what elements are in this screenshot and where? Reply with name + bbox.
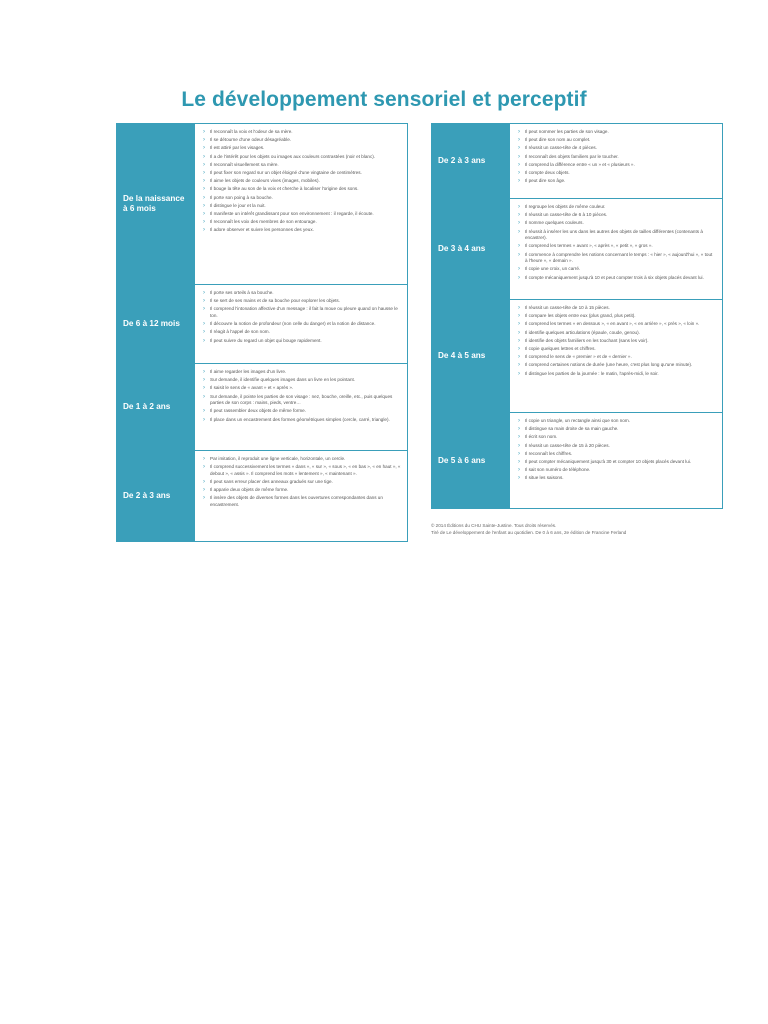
milestone-item: › Il peut suivre du regard un objet qui bouge rapidement.	[203, 338, 401, 345]
milestone-item: › Il aime les objets de couleurs vives (images, mobiles).	[203, 178, 401, 185]
left-column	[116, 123, 408, 542]
milestone-item: › Il compte mécaniquement jusqu'à 10 et peut compter trois à six objets placés devant lui.	[518, 275, 716, 282]
milestone-item: › Il réussit un casse-tête de 6 à 10 pièces.	[518, 212, 716, 219]
milestone-item: › Il distingue les parties de la journée : le matin, l'après-midi, le soir.	[518, 371, 716, 378]
stage-row	[116, 123, 408, 285]
milestone-item: › Il porte son poing à sa bouche.	[203, 195, 401, 202]
milestone-item: › Il reconnaît la voix et l'odeur de sa mère.	[203, 129, 401, 136]
milestone-item: › Il comprend l'intonation affective d'un message : il fait la moue ou pleure quand on hausse le ton.	[203, 306, 401, 319]
footer	[431, 523, 731, 536]
milestone-list	[510, 413, 722, 508]
milestone-item: › Il identifie des objets familiers en les touchant (sans les voir).	[518, 338, 716, 345]
milestone-list	[510, 124, 722, 198]
milestone-item: › Il réussit un casse-tête de 10 à 15 pièces.	[518, 305, 716, 312]
age-label: De 1 à 2 ans	[117, 364, 195, 450]
milestone-item: › Il commence à comprendre les notions concernant le temps : « hier », « aujourd'hui », « tout à l'heure », « demain ».	[518, 252, 716, 265]
milestone-list	[195, 285, 407, 363]
milestone-item: › Il a de l'intérêt pour les objets ou images aux couleurs contrastées (noir et blanc).	[203, 154, 401, 161]
milestone-item: › Il insère des objets de diverses formes dans les ouvertures correspondantes dans un encastrement.	[203, 495, 401, 508]
milestone-list	[195, 364, 407, 450]
milestone-item: › Il réussit un casse-tête de 4 pièces.	[518, 145, 716, 152]
milestone-item: › Il compte deux objets.	[518, 170, 716, 177]
milestone-item: › Sur demande, il identifie quelques images dans un livre en les pointant.	[203, 377, 401, 384]
milestone-item: › Il copie quelques lettres et chiffres.	[518, 346, 716, 353]
milestone-item: › Il regroupe les objets de même couleur.	[518, 204, 716, 211]
milestone-item: › Il identifie quelques articulations (épaule, coude, genou).	[518, 330, 716, 337]
milestone-item: › Il est attiré par les visages.	[203, 145, 401, 152]
milestone-item: › Il comprend successivement les termes « dans », « sur », « sous », « en bas », « en haut », « debout », « assis ». Il comprend les mots « lentement », « maintenant ».	[203, 464, 401, 477]
milestone-item: › Il aime regarder les images d'un livre.	[203, 369, 401, 376]
milestone-list	[510, 199, 722, 299]
stage-row	[116, 285, 408, 364]
milestone-item: › Il compare les objets entre eux (plus grand, plus petit).	[518, 313, 716, 320]
age-label: De 2 à 3 ans	[432, 124, 510, 198]
stage-row	[431, 300, 723, 413]
milestone-item: › Il se sert de ses mains et de sa bouche pour explorer les objets.	[203, 298, 401, 305]
milestone-item: › Il comprend certaines notions de durée (une heure, c'est plus long qu'une minute).	[518, 362, 716, 369]
stage-row	[116, 364, 408, 451]
stage-row	[116, 451, 408, 542]
milestone-item: › Il porte ses orteils à sa bouche.	[203, 290, 401, 297]
page-title: Le développement sensoriel et perceptif	[181, 88, 587, 111]
milestone-item: › Il réussit à insérer les uns dans les autres des objets de tailles différentes (contenants à encastrer).	[518, 229, 716, 242]
milestone-item: › Il peut fixer son regard sur un objet éloigné d'une vingtaine de centimètres.	[203, 170, 401, 177]
milestone-item: › Il peut rassembler deux objets de même forme.	[203, 408, 401, 415]
milestone-item: › Il reconnaît les voix des membres de son entourage.	[203, 219, 401, 226]
milestone-item: › Il peut dire son nom au complet.	[518, 137, 716, 144]
milestone-item: › Il reconnaît les chiffres.	[518, 451, 716, 458]
milestone-item: › Il saisit le sens de « avant » et « après ».	[203, 385, 401, 392]
milestone-item: › Il peut compter mécaniquement jusqu'à 30 et compter 10 objets placés devant lui.	[518, 459, 716, 466]
milestone-item: › Il reconnaît des objets familiers par le toucher.	[518, 154, 716, 161]
right-column	[431, 123, 723, 509]
age-label: De 6 à 12 mois	[117, 285, 195, 363]
milestone-item: › Il comprend les termes « avant », « après », « petit », « gros ».	[518, 243, 716, 250]
milestone-item: › Il réussit un casse-tête de 15 à 20 pièces.	[518, 443, 716, 450]
stage-row	[431, 123, 723, 199]
age-label: De 5 à 6 ans	[432, 413, 510, 508]
milestone-item: › Il comprend le sens de « premier » et de « dernier ».	[518, 354, 716, 361]
milestone-item: › Il peut sans erreur placer des anneaux gradués sur une tige.	[203, 479, 401, 486]
age-label: De 4 à 5 ans	[432, 300, 510, 412]
milestone-item: › Il bouge la tête au son de la voix et cherche à localiser l'origine des sons.	[203, 186, 401, 193]
milestone-item: › Il reconnaît visuellement sa mère.	[203, 162, 401, 169]
milestone-item: › Par imitation, il reproduit une ligne verticale, horizontale, un cercle.	[203, 456, 401, 463]
milestone-item: › Il nomme quelques couleurs.	[518, 220, 716, 227]
milestone-item: › Il réagit à l'appel de son nom.	[203, 329, 401, 336]
milestone-item: › Sur demande, il pointe les parties de son visage : nez, bouche, oreille, etc., puis quelques parties de son corps : mains, pieds, ventre…	[203, 394, 401, 407]
milestone-item: › Il découvre la notion de profondeur (non celle du danger) et la notion de distance.	[203, 321, 401, 328]
milestone-list	[195, 124, 407, 284]
milestone-item: › Il adore observer et suivre les personnes des yeux.	[203, 227, 401, 234]
milestone-item: › Il place dans un encastrement des formes géométriques simples (cercle, carré, triangle).	[203, 417, 401, 424]
milestone-item: › Il copie un triangle, un rectangle ainsi que son nom.	[518, 418, 716, 425]
age-label: De la naissance à 6 mois	[117, 124, 195, 284]
milestone-item: › Il comprend la différence entre « un » et « plusieurs ».	[518, 162, 716, 169]
milestone-list	[195, 451, 407, 541]
source-text: Tiré de Le développement de l'enfant au quotidien. De 0 à 6 ans, 2e édition de Francine Ferland	[431, 529, 627, 535]
milestone-item: › Il se détourne d'une odeur désagréable.	[203, 137, 401, 144]
milestone-item: › Il distingue le jour et la nuit.	[203, 203, 401, 210]
milestone-item: › Il distingue sa main droite de sa main gauche.	[518, 426, 716, 433]
copyright-text: © 2014 Éditions du CHU Sainte-Justine. Tous droits réservés.	[431, 523, 557, 528]
milestone-item: › Il sait son numéro de téléphone.	[518, 467, 716, 474]
milestone-item: › Il manifeste un intérêt grandissant pour son environnement : il regarde, il écoute.	[203, 211, 401, 218]
milestone-item: › Il copie une croix, un carré.	[518, 266, 716, 273]
stage-row	[431, 413, 723, 509]
age-label: De 2 à 3 ans	[117, 451, 195, 541]
milestone-item: › Il peut nommer les parties de son visage.	[518, 129, 716, 136]
milestone-item: › Il comprend les termes « en dessous », « en avant », « en arrière », « près », « loin ».	[518, 321, 716, 328]
milestone-item: › Il apparie deux objets de même forme.	[203, 487, 401, 494]
milestone-list	[510, 300, 722, 412]
stage-row	[431, 199, 723, 300]
milestone-item: › Il situe les saisons.	[518, 475, 716, 482]
age-label: De 3 à 4 ans	[432, 199, 510, 299]
milestone-item: › Il peut dire son âge.	[518, 178, 716, 185]
milestone-item: › Il écrit son nom.	[518, 434, 716, 441]
